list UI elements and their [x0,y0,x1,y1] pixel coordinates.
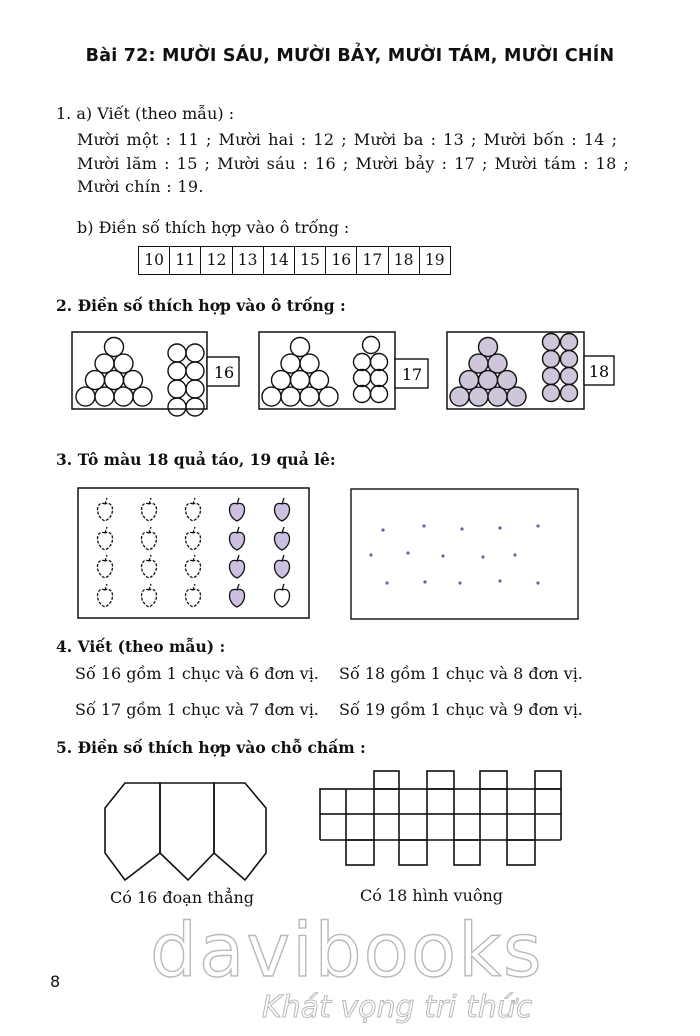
pear-dot [423,580,426,583]
circle-icon [363,337,380,354]
circle-icon [105,338,124,357]
hexagon-figure [105,783,266,880]
circle-icon [168,362,186,380]
watermark-brand: davibooks [150,908,544,994]
number-cell: 16 [326,247,357,274]
pear-dot [513,553,516,556]
circle-icon [291,338,310,357]
circle-icon [168,344,186,362]
apple-icon [274,527,289,550]
number-cell: 10 [139,247,170,274]
apple-icon [274,498,289,521]
pear-dot [458,581,461,584]
apple-icon [97,555,112,578]
circle-icon [543,368,560,385]
circle-icon [561,368,578,385]
circle-icon [371,354,388,371]
circle-icon [460,371,479,390]
circle-icon [76,387,95,406]
ex2-label: 2. Điền số thích hợp vào ô trống : [56,296,346,315]
apple-icon [274,584,289,607]
pear-dot [536,524,539,527]
ex4-row2-col1: Số 17 gồm 1 chục và 7 đơn vị. [75,700,319,719]
ex1-line-1: Mười một : 11 ; Mười hai : 12 ; Mười ba : 13 ; Mười bốn : 14 ; [77,130,618,149]
apple-icon [97,498,112,521]
apple-icon [229,527,244,550]
ex4-label: 4. Viết (theo mẫu) : [56,637,226,656]
circle-icon [543,334,560,351]
apple-icon [141,584,156,607]
pear-dot [385,581,388,584]
circle-icon [561,351,578,368]
apple-icon [97,527,112,550]
circle-icon [479,338,498,357]
apple-icon [274,555,289,578]
apple-icon [185,555,200,578]
watermark-slogan: Khát vọng tri thức [262,990,533,1025]
circle-group-2 [259,332,395,409]
circle-icon [186,398,204,416]
apple-icon [141,555,156,578]
circle-icon [371,370,388,387]
circle-icon [133,387,152,406]
circle-icon [86,371,105,390]
circle-icon [168,380,186,398]
circle-icon [291,371,310,390]
circle-icon [310,371,329,390]
apple-icon [97,584,112,607]
circle-icon [488,387,507,406]
circle-group-3 [447,332,584,409]
circle-icon [300,387,319,406]
pear-dot [406,551,409,554]
ex1-line-2: Mười lăm : 15 ; Mười sáu : 16 ; Mười bảy : 17 ; Mười tám : 18 ; [77,154,630,173]
circle-icon [281,387,300,406]
number-cell: 11 [170,247,201,274]
pear-dot [422,524,425,527]
number-cell: 12 [201,247,232,274]
ex4-row1-col2: Số 18 gồm 1 chục và 8 đơn vị. [339,664,583,683]
circle-icon [354,354,371,371]
answer-1: 16 [213,363,235,382]
circle-icon [186,362,204,380]
pear-box [351,489,578,619]
circle-icon [186,344,204,362]
circle-icon [272,371,291,390]
answer-2: 17 [401,365,423,384]
apple-icon [141,527,156,550]
ex5-caption-1: Có 16 đoạn thẳng [110,888,255,907]
apple-grid [97,498,289,607]
squares-figure [320,771,561,865]
pear-dot [381,528,384,531]
ex5-label: 5. Điền số thích hợp vào chỗ chấm : [56,738,366,757]
answer-3: 18 [588,362,610,381]
pear-dots [369,524,539,584]
page-number: 8 [50,972,61,991]
circle-group-1 [72,332,207,416]
page-title: Bài 72: MƯỜI SÁU, MƯỜI BẢY, MƯỜI TÁM, MƯỜI CHÍN [85,46,615,66]
ex3-label: 3. Tô màu 18 quả táo, 19 quả lê: [56,450,336,469]
circle-icon [561,334,578,351]
number-cell: 15 [295,247,326,274]
ex4-row2-col2: Số 19 gồm 1 chục và 9 đơn vị. [339,700,583,719]
circle-icon [450,387,469,406]
ex5-caption-2: Có 18 hình vuông [360,886,504,905]
pear-dot [441,554,444,557]
apple-icon [229,584,244,607]
pear-dot [481,555,484,558]
number-cell: 17 [357,247,388,274]
circle-icon [186,380,204,398]
apple-icon [185,527,200,550]
pear-dot [498,526,501,529]
apple-icon [185,498,200,521]
circle-icon [114,387,133,406]
pear-dot [536,581,539,584]
circle-icon [281,354,300,373]
pear-dot [498,579,501,582]
circle-icon [498,371,517,390]
circle-icon [300,354,319,373]
circle-icon [319,387,338,406]
circle-icon [507,387,526,406]
circle-icon [105,371,124,390]
circle-icon [488,354,507,373]
circle-icon [479,371,498,390]
circle-icon [354,386,371,403]
circle-icon [561,385,578,402]
circle-icon [124,371,143,390]
pear-dot [369,553,372,556]
circle-icon [543,385,560,402]
circle-icon [371,386,388,403]
ex1-b-label: b) Điền số thích hợp vào ô trống : [77,218,350,237]
ex1-line-3: Mười chín : 19. [77,177,204,196]
circle-icon [168,398,186,416]
circle-icon [114,354,133,373]
circle-icon [354,370,371,387]
circle-icon [543,351,560,368]
circle-icon [469,387,488,406]
apple-icon [141,498,156,521]
apple-icon [185,584,200,607]
number-cell: 19 [424,251,445,269]
ex4-row1-col1: Số 16 gồm 1 chục và 6 đơn vị. [75,664,319,683]
circle-icon [469,354,488,373]
number-cell: 18 [389,247,420,274]
apple-icon [229,498,244,521]
pear-dot [460,527,463,530]
ex1-a-label: 1. a) Viết (theo mẫu) : [56,104,235,123]
number-cell: 13 [233,247,264,274]
number-cell: 14 [264,247,295,274]
circle-icon [95,354,114,373]
apple-icon [229,555,244,578]
circle-icon [95,387,114,406]
circle-icon [262,387,281,406]
